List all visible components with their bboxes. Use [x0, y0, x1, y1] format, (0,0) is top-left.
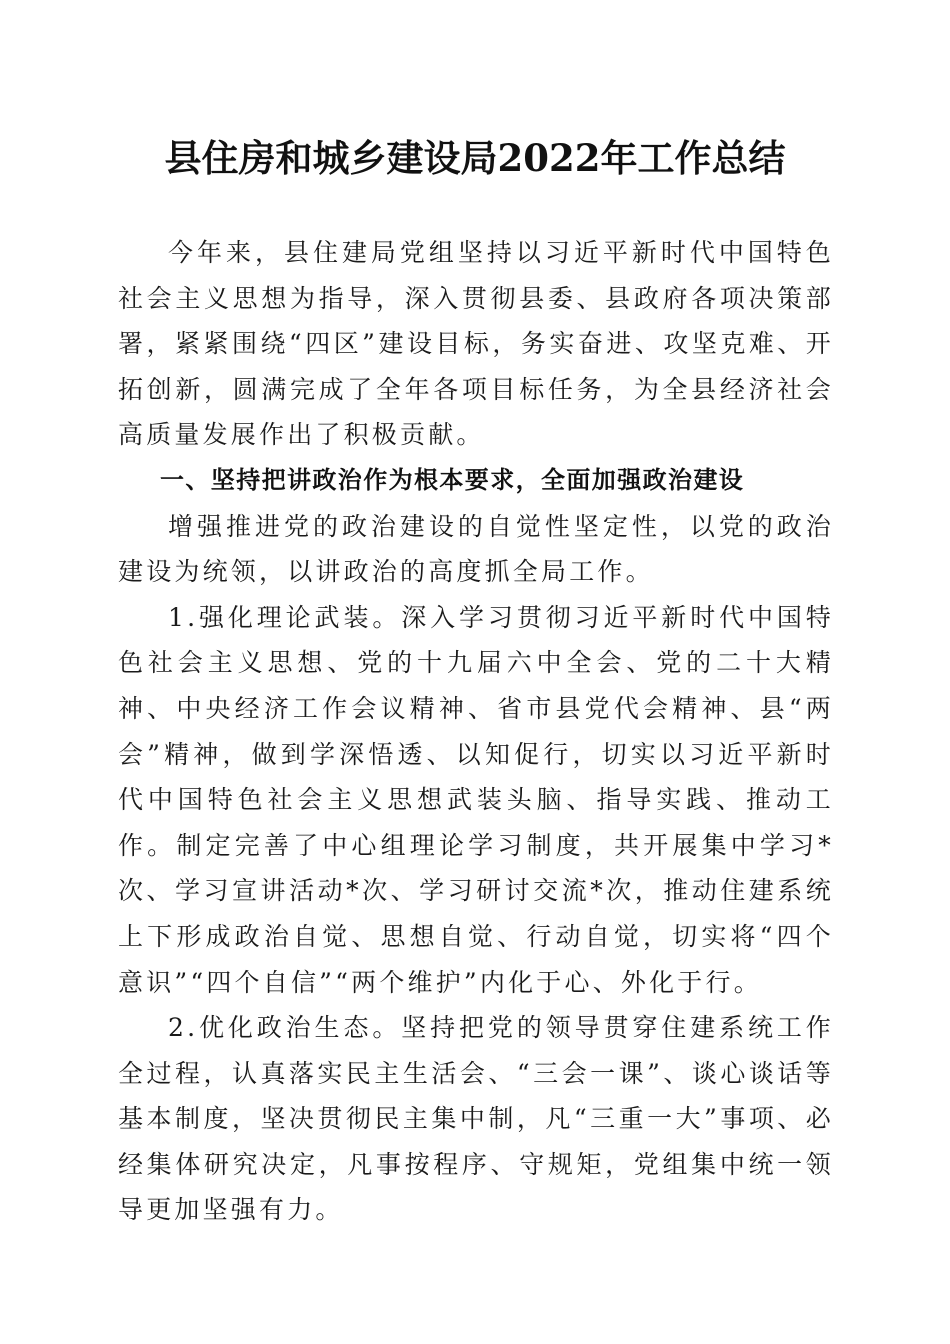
- intro-paragraph: 今年来，县住建局党组坚持以习近平新时代中国特色社会主义思想为指导，深入贯彻县委、县政府各项决策部署，紧紧围绕“四区”建设目标，务实奋进、攻坚克难、开拓创新，圆满完成了全年各项目标任务，为全县经济社会高质量发展作出了积极贡献。: [118, 238, 834, 450]
- item-1-paragraph: 1.强化理论武装。深入学习贯彻习近平新时代中国特色社会主义思想、党的十九届六中全会、党的二十大精神、中央经济工作会议精神、省市县党代会精神、县“两会”精神，做到学深悟透、以知促行，切实以习近平新时代中国特色社会主义思想武装头脑、指导实践、推动工作。制定完善了中心组理论学习制度，共开展集中学习*次、学习宣讲活动*次、学习研讨交流*次，推动住建系统上下形成政治自觉、思想自觉、行动自觉，切实将“四个意识”“四个自信”“两个维护”内化于心、外化于行。: [118, 602, 834, 997]
- document-title: 县住房和城乡建设局2022年工作总结: [164, 136, 786, 180]
- document-body: [118, 230, 834, 1233]
- section-lead-paragraph: 增强推进党的政治建设的自觉性坚定性，以党的政治建设为统领，以讲政治的高度抓全局工作。: [118, 511, 834, 587]
- item-2-paragraph: 2.优化政治生态。坚持把党的领导贯穿住建系统工作全过程，认真落实民主生活会、“三会一课”、谈心谈话等基本制度，坚决贯彻民主集中制，凡“三重一大”事项、必经集体研究决定，凡事按程序、守规矩，党组集中统一领导更加坚强有力。: [118, 1013, 834, 1225]
- section-heading: 一、坚持把讲政治作为根本要求，全面加强政治建设: [160, 465, 745, 494]
